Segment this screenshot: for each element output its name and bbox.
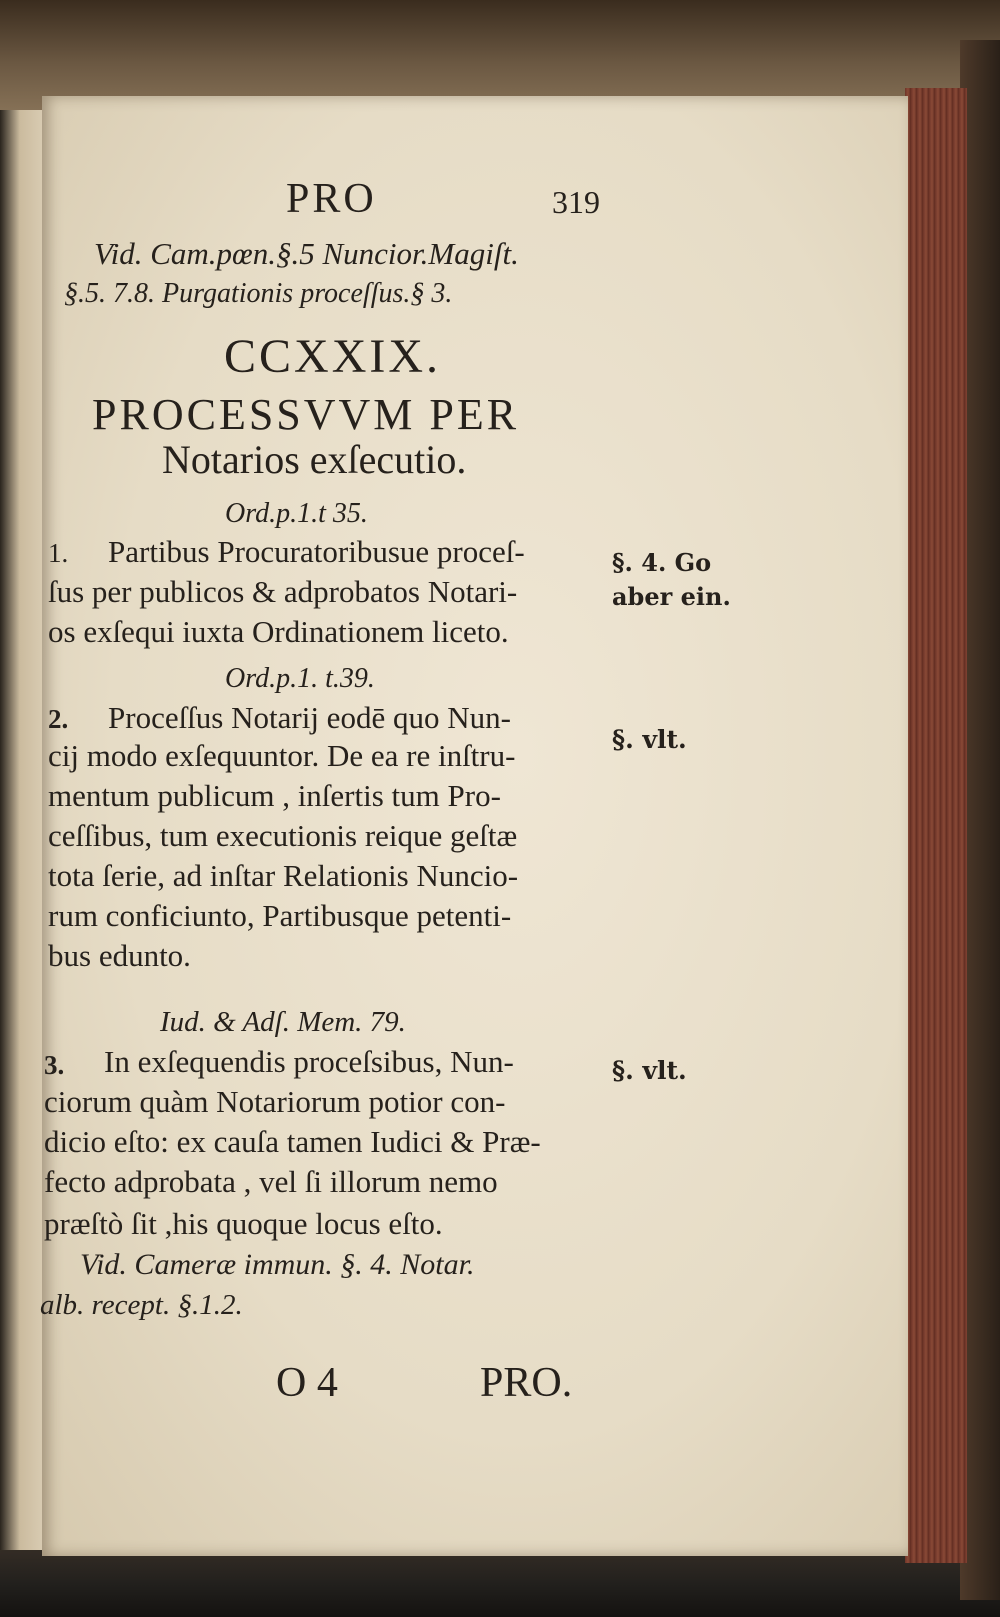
paragraph-number-3: 3.	[44, 1050, 65, 1080]
page-number: 319	[552, 184, 600, 220]
footer-ref-line1: Vid. Cameræ immun. §. 4. Notar.	[80, 1248, 475, 1281]
section-title: PROCESSVVM PER	[92, 390, 520, 439]
text-line: Proceſſus Notarij eodē quo Nun-	[108, 700, 511, 735]
text-line: os exſequi iuxta Ordinationem liceto.	[48, 614, 509, 649]
text-line: fecto adprobata , vel ſi illorum nemo	[44, 1164, 498, 1199]
reference-1: Ord.p.1.t 35.	[225, 498, 368, 529]
text-line: bus edunto.	[48, 938, 191, 973]
text-line: In exſequendis proceſsibus, Nun-	[104, 1044, 514, 1079]
margin-note-3: §. vlt.	[612, 1056, 687, 1085]
text-line: cij modo exſequuntor. De ea re inſtru-	[48, 738, 516, 773]
margin-note-1: §. 4. Go aber ein.	[612, 548, 731, 611]
text-line: ſus per publicos & adprobatos Notari-	[48, 574, 518, 609]
section-subtitle: Notarios exſecutio.	[162, 437, 467, 482]
reference-3: Iud. & Adſ. Mem. 79.	[160, 1006, 406, 1038]
paragraph-number-2: 2.	[48, 704, 69, 734]
page-edge-red	[905, 88, 967, 1563]
text-line: dicio eſto: ex cauſa tamen Iudici & Præ-	[44, 1124, 541, 1159]
text-line: ciorum quàm Notariorum potior con-	[44, 1084, 506, 1119]
text-line: ceſſibus, tum executionis reique geſtæ	[48, 818, 518, 853]
catchword: PRO.	[480, 1360, 573, 1406]
running-title: PRO	[286, 176, 377, 222]
paragraph-number-1: 1.	[48, 538, 69, 568]
text-line: rum conficiunto, Partibusque petenti-	[48, 898, 512, 933]
section-numeral: CCXXIX.	[224, 330, 442, 383]
signature-mark: O 4	[276, 1360, 338, 1406]
reference-2: Ord.p.1. t.39.	[225, 663, 375, 694]
cross-ref-line1: Vid. Cam.pœn.§.5 Nuncior.Magiſt.	[94, 236, 519, 271]
footer-ref-line2: alb. recept. §.1.2.	[40, 1289, 243, 1321]
margin-note-2: §. vlt.	[612, 725, 687, 754]
text-line: Partibus Procuratoribusue proceſ-	[108, 534, 525, 569]
cross-ref-line2: §.5. 7.8. Purgationis proceſſus.§ 3.	[64, 278, 453, 309]
text-line: tota ſerie, ad inſtar Relationis Nuncio-	[48, 858, 519, 893]
text-line: præſtò ſit ,his quoque locus eſto.	[44, 1206, 443, 1241]
text-line: mentum publicum , inſertis tum Pro-	[48, 778, 501, 813]
left-page-edge	[0, 110, 44, 1550]
